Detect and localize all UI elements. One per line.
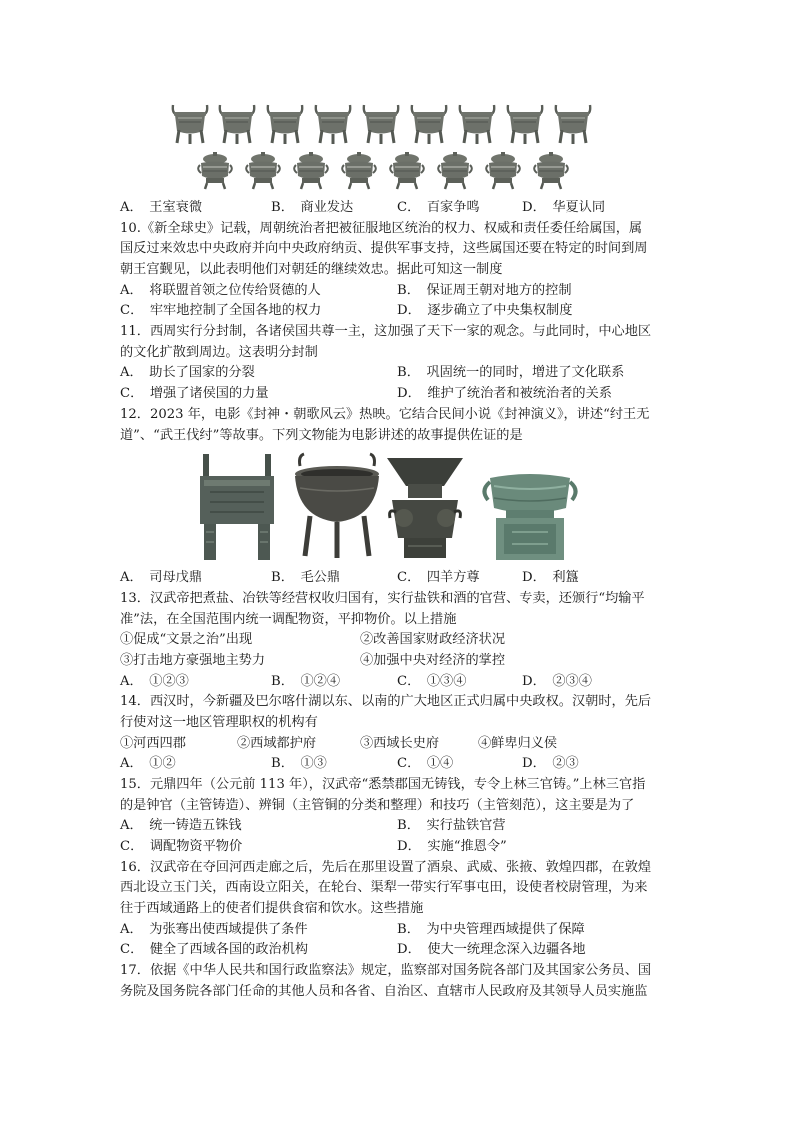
- q13-stem-line-2: 准”法，在全国范围内统一调配物资，平抑物价。以上措施: [120, 612, 457, 627]
- q14-item-2: ②西域都护府: [237, 736, 317, 751]
- q15-option-b: B． 实行盐铁官营: [397, 818, 506, 833]
- q11-stem-line-2: 的文化扩散到周边。这表明分封制: [120, 345, 318, 360]
- q15-option-c: C． 调配物资平物价: [120, 839, 243, 854]
- q16-option-b: B． 为中央管理西域提供了保障: [397, 922, 585, 937]
- q16-stem-line-2: 西北设立玉门关，西南设立阳关，在轮台、渠犁一带实行军事屯田，设使者校尉管理，为来: [120, 880, 648, 895]
- q12-stem-line-1: 12．2023 年，电影《封神・朝歌风云》热映。它结合民间小说《封神演义》，讲述“纣王无: [120, 407, 650, 422]
- q14-option-a: A． ①②: [120, 756, 176, 771]
- q13-item-4: ④加强中央对经济的掌控: [360, 653, 506, 668]
- q10-option-b: B． 保证周王朝对地方的控制: [397, 283, 572, 298]
- q12-option-b: B． 毛公鼎: [271, 570, 341, 585]
- q16-option-d: D． 使大一统理念深入边疆各地: [397, 942, 586, 957]
- q13-option-c: C． ①③④: [397, 674, 467, 689]
- q14-stem-line-2: 行使对这一地区管理职权的机构有: [120, 715, 318, 730]
- q17-stem-line-2: 务院及国务院各部门任命的其他人员和各省、自治区、直辖市人民政府及其领导人员实施监: [120, 984, 648, 999]
- q17-stem-line-1: 17．依据《中华人民共和国行政监察法》规定，监察部对国务院各部门及其国家公务员、国: [120, 963, 652, 978]
- q11-option-c: C． 增强了诸侯国的力量: [120, 386, 269, 401]
- q12-option-d: D． 利簋: [522, 570, 579, 585]
- q14-item-3: ③西域长史府: [360, 736, 440, 751]
- bronze-vessels-illustration: [168, 100, 608, 194]
- q10-option-c: C． 牢牢地控制了全国各地的权力: [120, 303, 322, 318]
- q9-option-b: B． 商业发达: [271, 200, 354, 215]
- q9-option-c: C． 百家争鸣: [397, 200, 480, 215]
- q14-option-c: C． ①④: [397, 756, 454, 771]
- q13-option-b: B． ①②④: [271, 674, 341, 689]
- bronze-vessels-strip-image: [168, 100, 608, 194]
- q9-option-d: D． 华夏认同: [522, 200, 606, 215]
- q15-option-a: A． 统一铸造五铢钱: [120, 818, 242, 833]
- q12-option-a: A． 司母戊鼎: [120, 570, 203, 585]
- q13-item-2: ②改善国家财政经济状况: [360, 632, 506, 647]
- q11-option-d: D． 维护了统治者和被统治者的关系: [397, 386, 612, 401]
- q13-stem-line-1: 13．汉武帝把煮盐、冶铁等经营权收归国有，实行盐铁和酒的官营、专卖，还颁行“均输平: [120, 591, 645, 606]
- q14-stem-line-1: 14．西汉时，今新疆及巴尔喀什湖以东、以南的广大地区正式归属中央政权。汉朝时，先后: [120, 694, 652, 709]
- q14-item-1: ①河西四郡: [120, 736, 186, 751]
- q16-option-c: C． 健全了西域各国的政治机构: [120, 942, 309, 957]
- q13-item-3: ③打击地方豪强地主势力: [120, 653, 266, 668]
- q11-option-b: B． 巩固统一的同时，增进了文化联系: [397, 365, 625, 380]
- simuwu-ding-image: [200, 454, 274, 560]
- q13-option-d: D． ②③④: [522, 674, 592, 689]
- q10-option-a: A． 将联盟首领之位传给贤德的人: [120, 283, 321, 298]
- q11-stem-line-1: 11．西周实行分封制，各诸侯国共尊一主，这加强了天下一家的观念。与此同时，中心地区: [120, 324, 652, 339]
- li-gui-image: [484, 474, 575, 560]
- q10-stem-line-1: 10.《新全球史》记载，周朝统治者把被征服地区统治的权力、权威和责任委任给属国，属: [120, 221, 643, 236]
- q14-option-d: D． ②③: [522, 756, 579, 771]
- q15-stem-line-1: 15．元鼎四年（公元前 113 年），汉武帝“悉禁郡国无铸钱，专令上林三官铸。”上林三官指: [120, 777, 646, 792]
- q14-item-4: ④鲜卑归义侯: [478, 736, 558, 751]
- q10-stem-line-2: 国反过来效忠中央政府并向中央政府纳贡、提供军事支持，这些属国还要在特定的时间到周: [120, 241, 648, 256]
- q16-stem-line-1: 16．汉武帝在夺回河西走廊之后，先后在那里设置了酒泉、武威、张掖、敦煌四郡，在敦煌: [120, 860, 652, 875]
- q10-stem-line-3: 朝王宫觐见，以此表明他们对朝廷的继续效忠。据此可知这一制度: [120, 262, 503, 277]
- q12-option-c: C． 四羊方尊: [397, 570, 480, 585]
- four-ram-zun-image: [387, 458, 463, 558]
- q16-option-a: A． 为张骞出使西域提供了条件: [120, 922, 308, 937]
- q9-option-a: A． 王室衰微: [120, 200, 203, 215]
- bronze-artifacts-illustration: [190, 452, 582, 564]
- q16-stem-line-3: 往于西域通路上的使者们提供食宿和饮水。这些措施: [120, 901, 424, 916]
- q12-stem-line-2: 道”、“武王伐纣”等故事。下列文物能为电影讲述的故事提供佐证的是: [120, 428, 523, 443]
- q14-option-b: B． ①③: [271, 756, 327, 771]
- q12-artifact-images: [190, 452, 582, 564]
- q13-option-a: A． ①②③: [120, 674, 189, 689]
- q13-item-1: ①促成“文景之治”出现: [120, 632, 253, 647]
- q11-option-a: A． 助长了国家的分裂: [120, 365, 255, 380]
- q15-option-d: D． 实施“推恩令”: [397, 839, 507, 854]
- maogong-ding-image: [295, 454, 379, 558]
- q10-option-d: D． 逐步确立了中央集权制度: [397, 303, 573, 318]
- q15-stem-line-2: 的是钟官（主管铸造）、辨铜（主管铜的分类和整理）和技巧（主管刻范），这主要是为了: [120, 798, 635, 813]
